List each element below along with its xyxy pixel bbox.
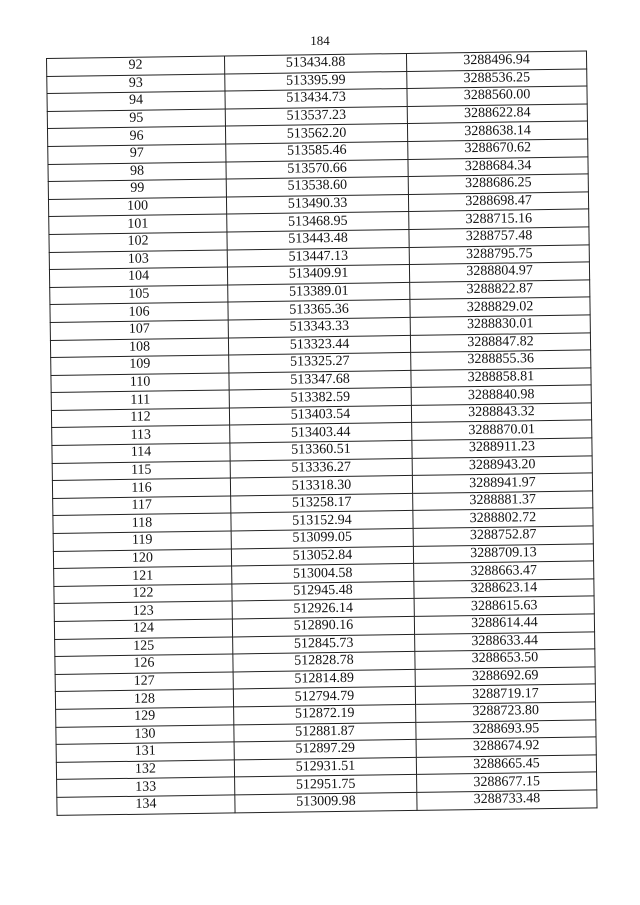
point-number-cell: 105 (50, 285, 228, 305)
point-number-cell: 132 (56, 760, 234, 780)
y-coordinate-cell: 3288638.14 (407, 121, 587, 141)
point-number-cell: 113 (52, 425, 230, 445)
point-number-cell: 124 (54, 619, 232, 639)
point-number-cell: 109 (51, 355, 229, 375)
y-coordinate-cell: 3288943.20 (412, 456, 592, 476)
y-coordinate-cell: 3288615.63 (414, 596, 594, 616)
y-coordinate-cell: 3288723.80 (416, 702, 596, 722)
x-coordinate-cell: 512814.89 (233, 669, 415, 689)
y-coordinate-cell: 3288663.47 (414, 561, 594, 581)
point-number-cell: 93 (47, 74, 225, 94)
point-number-cell: 108 (50, 337, 228, 357)
point-number-cell: 114 (52, 443, 230, 463)
point-number-cell: 103 (49, 250, 227, 270)
x-coordinate-cell: 513468.95 (227, 212, 409, 232)
y-coordinate-cell: 3288840.98 (411, 385, 591, 405)
y-coordinate-cell: 3288674.92 (416, 737, 596, 757)
point-number-cell: 123 (54, 601, 232, 621)
x-coordinate-cell: 513403.44 (230, 423, 412, 443)
x-coordinate-cell: 513009.98 (235, 792, 417, 812)
y-coordinate-cell: 3288858.81 (411, 368, 591, 388)
point-number-cell: 126 (55, 654, 233, 674)
point-number-cell: 102 (49, 232, 227, 252)
point-number-cell: 120 (53, 549, 231, 569)
y-coordinate-cell: 3288496.94 (406, 51, 586, 71)
point-number-cell: 111 (51, 390, 229, 410)
x-coordinate-cell: 512926.14 (232, 599, 414, 619)
y-coordinate-cell: 3288822.87 (410, 280, 590, 300)
x-coordinate-cell: 513447.13 (227, 247, 409, 267)
coordinate-table-body (47, 51, 598, 815)
y-coordinate-cell: 3288870.01 (412, 420, 592, 440)
point-number-cell: 130 (56, 725, 234, 745)
y-coordinate-cell: 3288881.37 (413, 491, 593, 511)
point-number-cell: 110 (51, 373, 229, 393)
y-coordinate-cell: 3288698.47 (408, 192, 588, 212)
x-coordinate-cell: 513570.66 (226, 159, 408, 179)
x-coordinate-cell: 513052.84 (231, 546, 413, 566)
x-coordinate-cell: 513343.33 (228, 317, 410, 337)
x-coordinate-cell: 513585.46 (226, 141, 408, 161)
x-coordinate-cell: 513318.30 (230, 476, 412, 496)
x-coordinate-cell: 512890.16 (232, 616, 414, 636)
y-coordinate-cell: 3288757.48 (409, 227, 589, 247)
x-coordinate-cell: 513336.27 (230, 458, 412, 478)
y-coordinate-cell: 3288719.17 (415, 684, 595, 704)
point-number-cell: 95 (47, 109, 225, 129)
point-number-cell: 133 (57, 777, 235, 797)
x-coordinate-cell: 513434.73 (225, 89, 407, 109)
point-number-cell: 115 (52, 461, 230, 481)
point-number-cell: 107 (50, 320, 228, 340)
y-coordinate-cell: 3288855.36 (411, 350, 591, 370)
point-number-cell: 96 (47, 126, 225, 146)
x-coordinate-cell: 512881.87 (234, 722, 416, 742)
point-number-cell: 100 (48, 197, 226, 217)
y-coordinate-cell: 3288843.32 (411, 403, 591, 423)
y-coordinate-cell: 3288715.16 (409, 209, 589, 229)
y-coordinate-cell: 3288670.62 (408, 139, 588, 159)
point-number-cell: 118 (53, 513, 231, 533)
x-coordinate-cell: 512897.29 (234, 740, 416, 760)
point-number-cell: 117 (53, 496, 231, 516)
point-number-cell: 121 (54, 566, 232, 586)
x-coordinate-cell: 513434.88 (224, 53, 406, 73)
x-coordinate-cell: 513099.05 (231, 528, 413, 548)
point-number-cell: 112 (51, 408, 229, 428)
y-coordinate-cell: 3288804.97 (409, 262, 589, 282)
point-number-cell: 125 (55, 637, 233, 657)
y-coordinate-cell: 3288830.01 (410, 315, 590, 335)
coordinate-table-wrapper (46, 50, 597, 815)
point-number-cell: 104 (49, 267, 227, 287)
x-coordinate-cell: 512931.51 (234, 757, 416, 777)
point-number-cell: 97 (48, 144, 226, 164)
y-coordinate-cell: 3288623.14 (414, 579, 594, 599)
x-coordinate-cell: 513490.33 (226, 194, 408, 214)
y-coordinate-cell: 3288677.15 (417, 772, 597, 792)
y-coordinate-cell: 3288795.75 (409, 244, 589, 264)
point-number-cell: 101 (49, 214, 227, 234)
x-coordinate-cell: 513389.01 (228, 282, 410, 302)
x-coordinate-cell: 512845.73 (233, 634, 415, 654)
x-coordinate-cell: 513409.91 (227, 265, 409, 285)
point-number-cell: 98 (48, 162, 226, 182)
x-coordinate-cell: 512828.78 (233, 652, 415, 672)
y-coordinate-cell: 3288686.25 (408, 174, 588, 194)
point-number-cell: 99 (48, 179, 226, 199)
coordinate-table (46, 50, 598, 815)
x-coordinate-cell: 513152.94 (231, 511, 413, 531)
x-coordinate-cell: 513323.44 (228, 335, 410, 355)
y-coordinate-cell: 3288752.87 (413, 526, 593, 546)
point-number-cell: 92 (47, 56, 225, 76)
x-coordinate-cell: 513325.27 (229, 353, 411, 373)
y-coordinate-cell: 3288560.00 (407, 86, 587, 106)
x-coordinate-cell: 512794.79 (233, 687, 415, 707)
x-coordinate-cell: 513538.60 (226, 177, 408, 197)
y-coordinate-cell: 3288665.45 (416, 755, 596, 775)
x-coordinate-cell: 513382.59 (229, 388, 411, 408)
point-number-cell: 119 (53, 531, 231, 551)
x-coordinate-cell: 513562.20 (225, 124, 407, 144)
x-coordinate-cell: 512945.48 (232, 581, 414, 601)
point-number-cell: 106 (50, 302, 228, 322)
y-coordinate-cell: 3288911.23 (412, 438, 592, 458)
point-number-cell: 131 (56, 742, 234, 762)
y-coordinate-cell: 3288829.02 (410, 297, 590, 317)
x-coordinate-cell: 513360.51 (230, 440, 412, 460)
y-coordinate-cell: 3288692.69 (415, 667, 595, 687)
y-coordinate-cell: 3288847.82 (410, 332, 590, 352)
point-number-cell: 122 (54, 584, 232, 604)
point-number-cell: 94 (47, 91, 225, 111)
x-coordinate-cell: 513395.99 (225, 71, 407, 91)
y-coordinate-cell: 3288733.48 (417, 790, 597, 810)
point-number-cell: 128 (55, 689, 233, 709)
point-number-cell: 127 (55, 672, 233, 692)
x-coordinate-cell: 513347.68 (229, 370, 411, 390)
x-coordinate-cell: 513403.54 (229, 405, 411, 425)
y-coordinate-cell: 3288653.50 (415, 649, 595, 669)
x-coordinate-cell: 513443.48 (227, 229, 409, 249)
x-coordinate-cell: 513365.36 (228, 300, 410, 320)
y-coordinate-cell: 3288633.44 (415, 631, 595, 651)
x-coordinate-cell: 513258.17 (231, 493, 413, 513)
point-number-cell: 129 (56, 707, 234, 727)
y-coordinate-cell: 3288709.13 (413, 544, 593, 564)
y-coordinate-cell: 3288684.34 (408, 157, 588, 177)
y-coordinate-cell: 3288941.97 (412, 473, 592, 493)
y-coordinate-cell: 3288693.95 (416, 719, 596, 739)
point-number-cell: 134 (57, 795, 235, 815)
x-coordinate-cell: 513004.58 (232, 564, 414, 584)
point-number-cell: 116 (52, 478, 230, 498)
y-coordinate-cell: 3288614.44 (414, 614, 594, 634)
page-number: 184 (310, 33, 330, 48)
x-coordinate-cell: 512872.19 (234, 704, 416, 724)
x-coordinate-cell: 513537.23 (225, 106, 407, 126)
y-coordinate-cell: 3288536.25 (407, 69, 587, 89)
y-coordinate-cell: 3288802.72 (413, 508, 593, 528)
y-coordinate-cell: 3288622.84 (407, 104, 587, 124)
x-coordinate-cell: 512951.75 (235, 775, 417, 795)
